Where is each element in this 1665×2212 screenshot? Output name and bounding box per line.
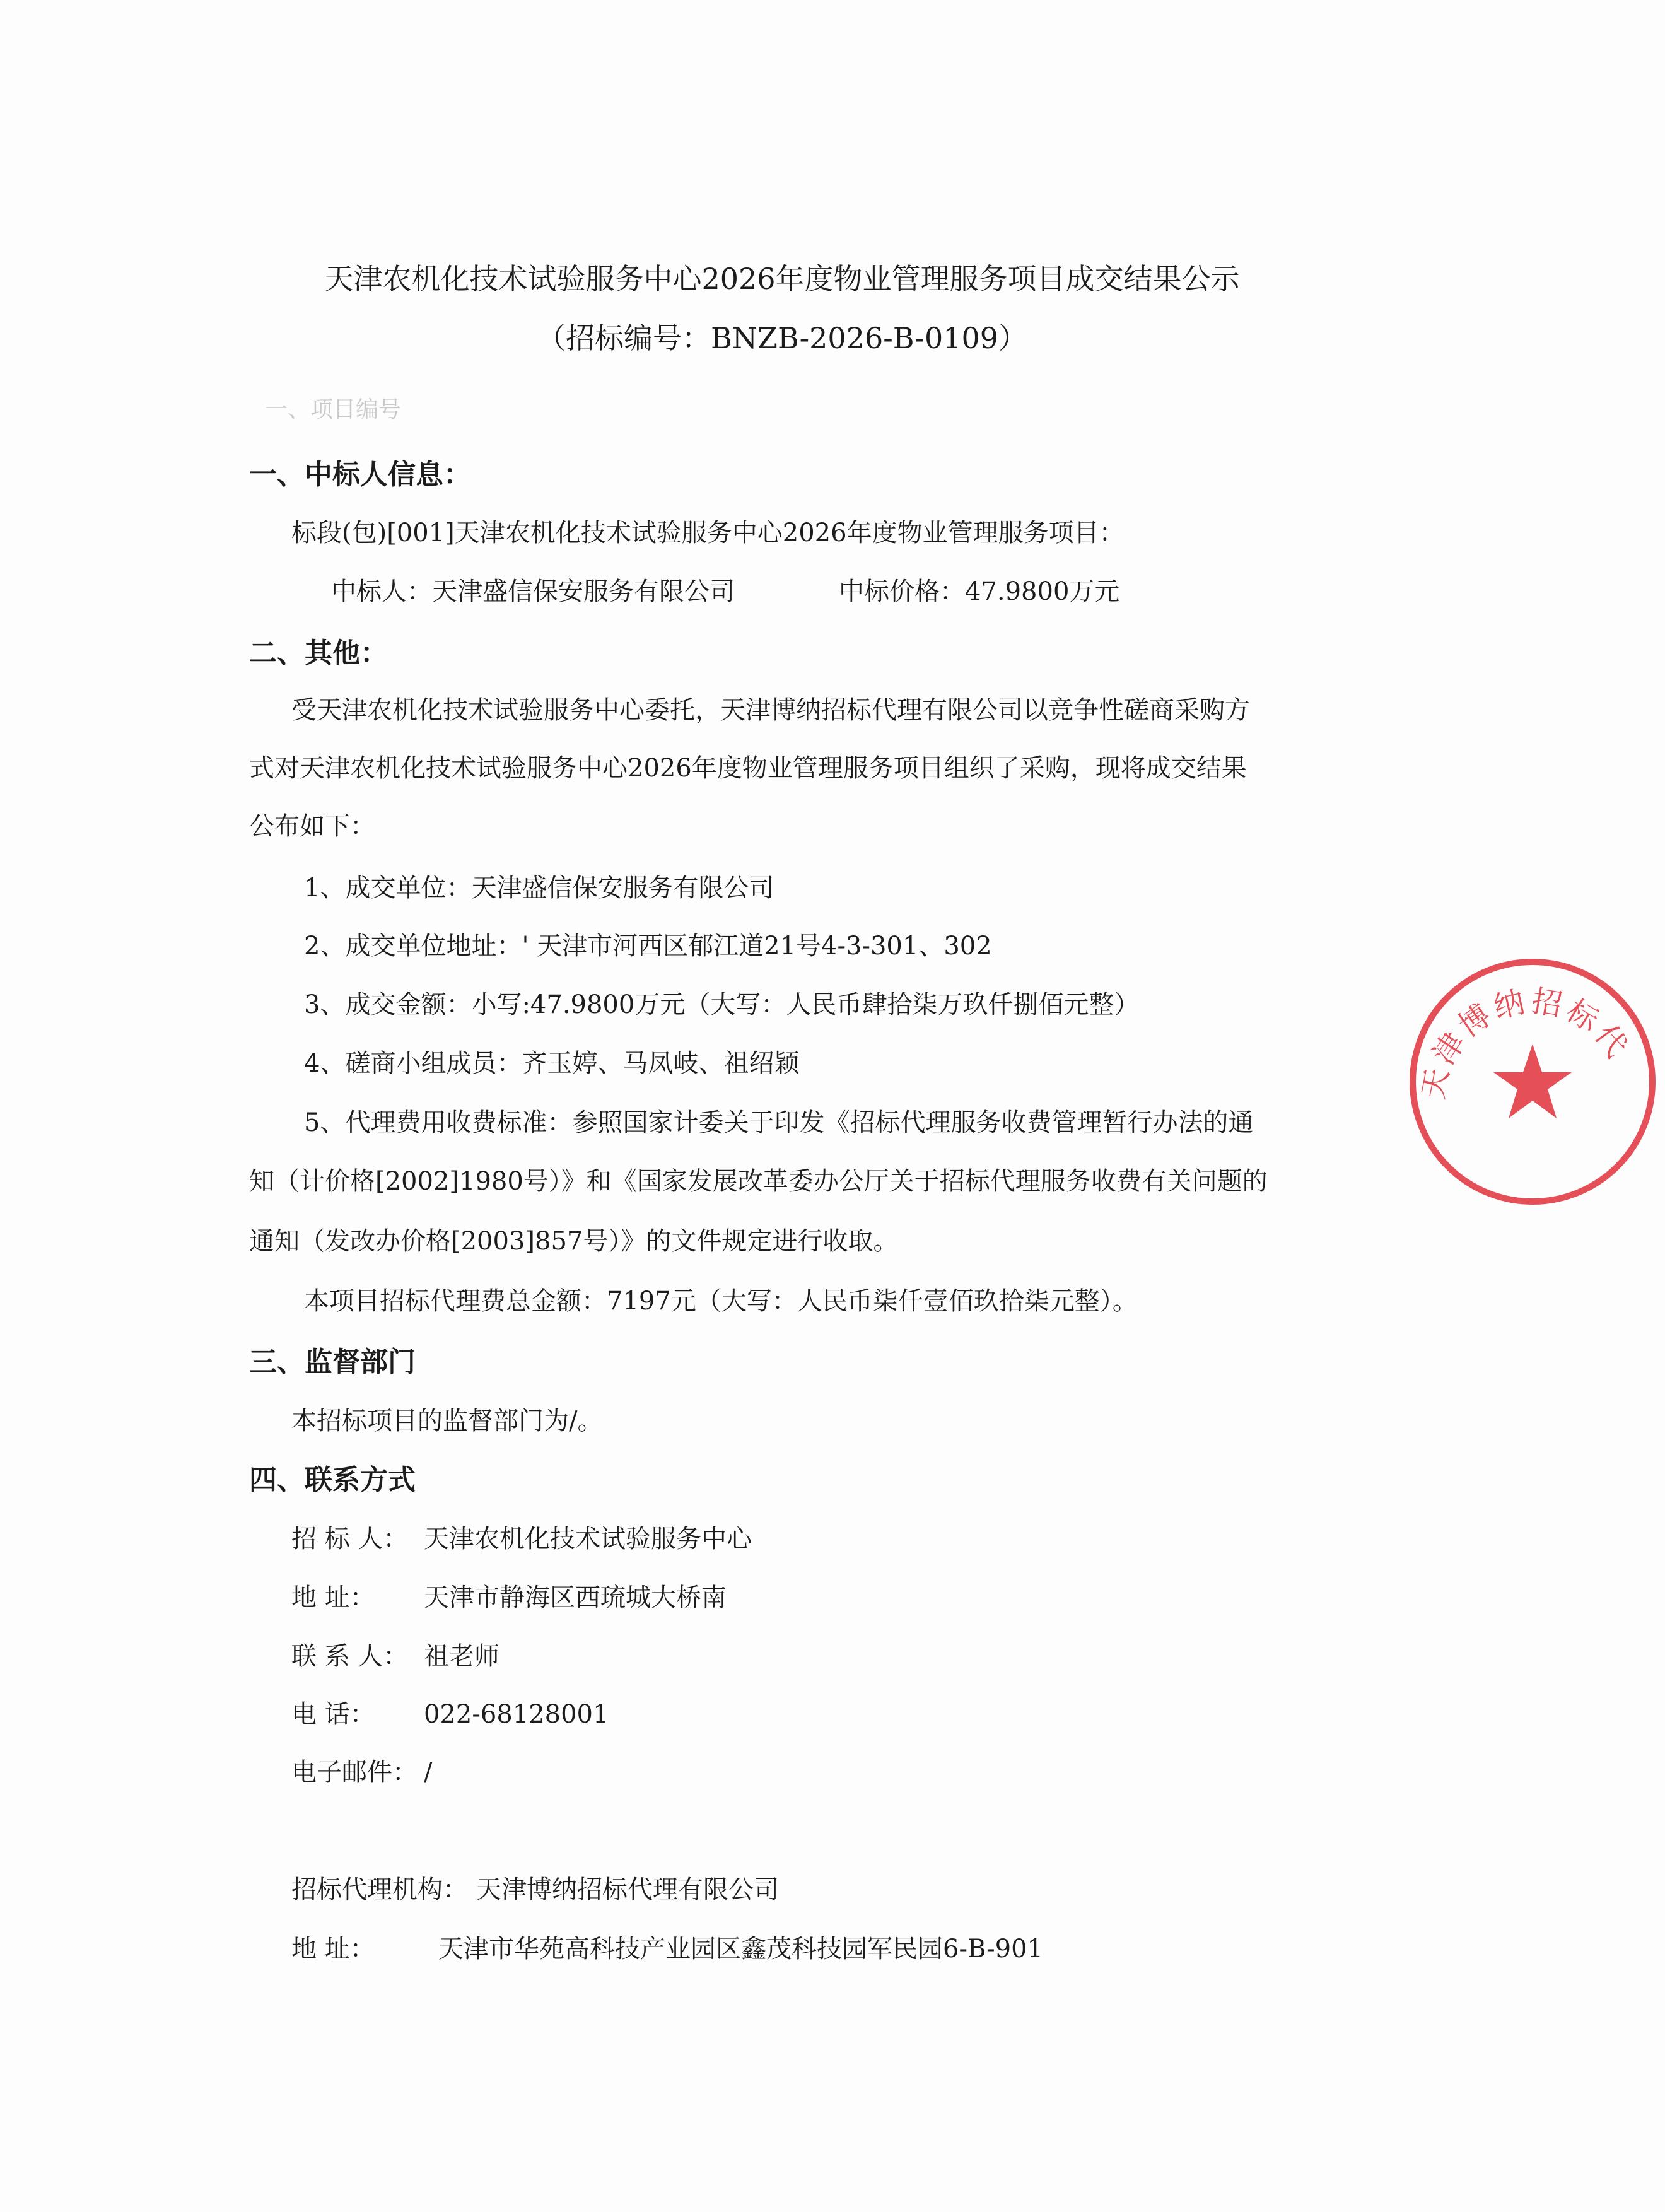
- supervision-text: 本招标项目的监督部门为/。: [291, 1407, 603, 1436]
- para-line: 受天津农机化技术试验服务中心委托，天津博纳招标代理有限公司以竞争性磋商采购方: [291, 696, 1250, 725]
- company-seal: [1400, 949, 1665, 1214]
- tenderer-value: 天津农机化技术试验服务中心: [424, 1524, 752, 1554]
- fee-line: 5、代理费用收费标准：参照国家计委关于印发《招标代理服务收费管理暂行办法的通: [304, 1108, 1254, 1137]
- total-fee-line: 本项目招标代理费总金额：7197元（大写：人民币柒仟壹佰玖拾柒元整）。: [304, 1287, 1138, 1316]
- email-value: /: [424, 1758, 433, 1787]
- section4-heading: 四、联系方式: [249, 1464, 416, 1496]
- agency-label: 招标代理机构：: [291, 1875, 468, 1904]
- tenderer-label: 招 标 人：: [291, 1524, 409, 1554]
- agency-value: 天津博纳招标代理有限公司: [476, 1875, 779, 1904]
- fee-line: 通知（发改办价格[2003]857号）》的文件规定进行收取。: [249, 1227, 899, 1256]
- bid-number: （招标编号：BNZB-2026-B-0109）: [536, 321, 1028, 355]
- section2-heading: 二、其他：: [249, 637, 388, 669]
- para-line: 公布如下：: [249, 812, 375, 841]
- para-line: 式对天津农机化技术试验服务中心2026年度物业管理服务项目组织了采购，现将成交结果: [249, 754, 1247, 783]
- agency-address-label: 地 址：: [291, 1934, 375, 1963]
- section3-heading: 三、监督部门: [249, 1346, 416, 1378]
- seal-text: 天津博纳招标代: [1415, 983, 1637, 1102]
- section1-heading: 一、中标人信息：: [249, 459, 471, 491]
- list-item: 4、磋商小组成员：齐玉婷、马凤岐、祖绍颖: [304, 1049, 800, 1078]
- phone-label: 电 话：: [291, 1700, 375, 1729]
- email-label: 电子邮件：: [291, 1758, 418, 1787]
- address-label: 地 址：: [291, 1583, 375, 1612]
- lot-line: 标段(包)[001]天津农机化技术试验服务中心2026年度物业管理服务项目：: [291, 518, 1125, 547]
- list-item: 2、成交单位地址：' 天津市河西区郁江道21号4-3-301、302: [304, 932, 992, 961]
- price-line: 中标价格：47.9800万元: [839, 577, 1120, 606]
- faint-scan-mark: 一、项目编号: [265, 397, 402, 423]
- star-icon: [1493, 1044, 1572, 1118]
- phone-value: 022-68128001: [424, 1700, 609, 1729]
- agency-address-value: 天津市华苑高科技产业园区鑫茂科技园军民园6-B-901: [438, 1934, 1043, 1963]
- contact-value: 祖老师: [424, 1642, 500, 1671]
- list-item: 1、成交单位：天津盛信保安服务有限公司: [304, 874, 774, 903]
- winner-line: 中标人：天津盛信保安服务有限公司: [331, 577, 735, 606]
- address-value: 天津市静海区西琉城大桥南: [424, 1583, 727, 1612]
- list-item: 3、成交金额：小写:47.9800万元（大写：人民币肆拾柒万玖仟捌佰元整）: [304, 990, 1140, 1019]
- fee-line: 知（计价格[2002]1980号）》和《国家发展改革委办公厅关于招标代理服务收费有关问题的: [249, 1167, 1268, 1196]
- document-title: 天津农机化技术试验服务中心2026年度物业管理服务项目成交结果公示: [324, 262, 1240, 296]
- contact-label: 联 系 人：: [291, 1642, 409, 1671]
